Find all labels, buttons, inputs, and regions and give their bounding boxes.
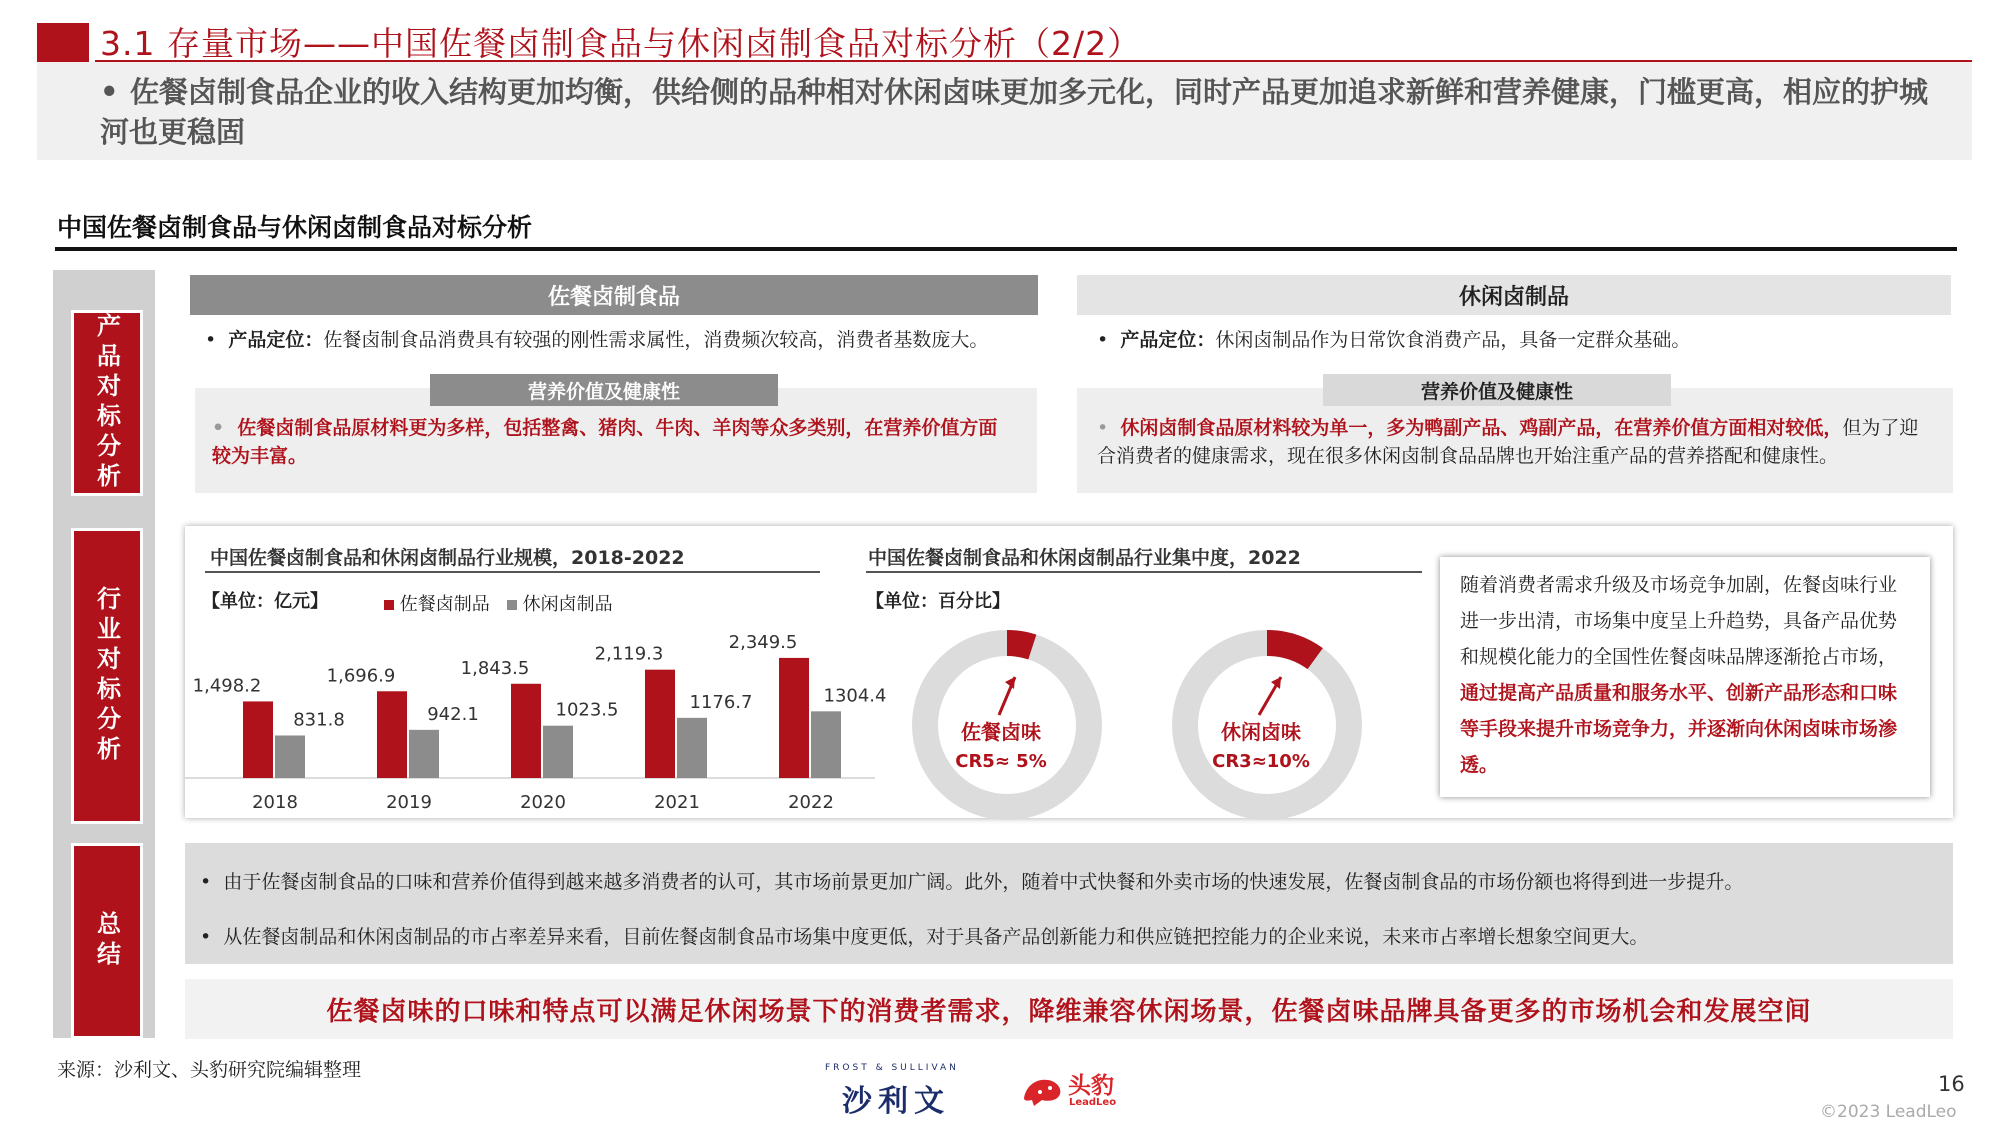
donut-label: 休闲卤味 <box>1221 720 1301 744</box>
bullet-dot: • <box>212 417 225 439</box>
bar-series-2-2018 <box>275 735 305 778</box>
product-positioning-right <box>1097 326 1937 354</box>
nutrition-tag-right: 营养价值及健康性 <box>1323 374 1671 406</box>
product-positioning-left <box>205 326 1015 354</box>
data-label: 1,696.9 <box>326 665 396 687</box>
page-number: 16 <box>1938 1072 1965 1096</box>
industry-note-text: 随着消费者需求升级及市场竞争加剧，佐餐卤味行业进一步出清，市场集中度呈上升趋势，具备产品优势和规模化能力的全国性佐餐卤味品牌逐渐抢占市场， <box>1460 574 1898 668</box>
nutrition-body: 佐餐卤制食品原材料更为多样，包括整禽、猪肉、牛肉、羊肉等众多类别，在营养价值方面较为丰富。 <box>212 417 998 467</box>
conclusion-text: 从佐餐卤制品和休闲卤制品的市占率差异来看，目前佐餐卤制食品市场集中度更低，对于具备产品创新能力和供应链把控能力的企业来说，未来市占率增长想象空间更大。 <box>223 926 1649 948</box>
source-note: 来源：沙利文、头豹研究院编辑整理 <box>57 1059 362 1081</box>
x-tick-label: 2022 <box>788 792 834 813</box>
bar-chart-unit: 【单位：亿元】 <box>202 591 328 612</box>
bar-chart-title: 中国佐餐卤制食品和休闲卤制品行业规模，2018-2022 <box>210 547 685 569</box>
copyright: ©2023 LeadLeo <box>1820 1102 1957 1122</box>
column-header-left: 佐餐卤制食品 <box>190 275 1038 315</box>
nutrition-tag-left: 营养价值及健康性 <box>430 374 778 406</box>
legend-label-series-2: 休闲卤制品 <box>522 594 613 615</box>
bullet-dot: • <box>200 926 212 948</box>
data-label: 942.1 <box>427 703 479 725</box>
bar-series-1-2022 <box>779 658 809 778</box>
leadleo-logo-cn: 头豹 <box>1068 1073 1114 1099</box>
frost-sullivan-logo: 沙利文 <box>842 1084 950 1119</box>
donut-chart <box>880 610 1420 818</box>
bar-series-2-2021 <box>677 718 707 778</box>
section-title: 中国佐餐卤制食品与休闲卤制食品对标分析 <box>57 213 533 242</box>
bar-series-2-2019 <box>409 730 439 778</box>
leadleo-leopard-icon <box>1020 1072 1064 1108</box>
donut-slice <box>1267 643 1315 659</box>
data-label: 1,498.2 <box>192 675 262 697</box>
side-label-industry: 行业对标分析 <box>71 528 143 824</box>
data-label: 1304.4 <box>823 685 887 707</box>
data-label: 1023.5 <box>555 699 619 721</box>
side-label-summary: 总结 <box>71 843 143 1039</box>
nutrition-text-left <box>212 414 1012 470</box>
industry-note-highlight: 通过提高产品质量和服务水平、创新产品形态和口味等手段来提升市场竞争力，并逐渐向休闲卤味市场渗透。 <box>1460 682 1898 776</box>
nutrition-red: 休闲卤制食品原材料较为单一，多为鸭副产品、鸡副产品，在营养价值方面相对较低， <box>1120 417 1843 439</box>
data-label: 2,349.5 <box>728 631 798 653</box>
frost-sullivan-small-logo: FROST & SULLIVAN <box>825 1063 959 1073</box>
data-label: 2,119.3 <box>594 643 664 665</box>
side-label-product: 产品对标分析 <box>71 310 143 496</box>
legend-swatch-series-1 <box>384 600 394 610</box>
donut-slice <box>1007 643 1032 647</box>
donut-metric: CR3≈10% <box>1212 751 1310 772</box>
legend-swatch-series-2 <box>507 600 517 610</box>
donut-metric: CR5≈ 5% <box>955 751 1047 772</box>
data-label: 831.8 <box>293 709 345 731</box>
column-header-right: 休闲卤制品 <box>1077 275 1951 315</box>
conclusion-banner: 佐餐卤味的口味和特点可以满足休闲场景下的消费者需求，降维兼容休闲场景，佐餐卤味品牌具备更多的市场机会和发展空间 <box>185 979 1953 1039</box>
donut-chart-unit: 【单位：百分比】 <box>866 591 1010 612</box>
bullet-dot: • <box>100 75 119 109</box>
legend-label-series-1: 佐餐卤制品 <box>399 594 490 615</box>
conclusion-item-2 <box>200 920 1940 954</box>
leadleo-logo-en: LeadLeo <box>1069 1097 1117 1108</box>
data-label: 1,843.5 <box>460 657 530 679</box>
bullet-label: 产品定位： <box>1120 329 1216 351</box>
section-rule <box>55 247 1957 251</box>
bar-series-1-2021 <box>645 670 675 778</box>
bar-series-2-2022 <box>811 711 841 778</box>
bar-series-1-2018 <box>243 701 273 778</box>
bar-chart <box>185 610 887 818</box>
bullet-label: 产品定位： <box>228 329 324 351</box>
bar-series-1-2019 <box>377 691 407 778</box>
conclusion-text: 由于佐餐卤制食品的口味和营养价值得到越来越多消费者的认可，其市场前景更加广阔。此外，随着中式快餐和外卖市场的快速发展，佐餐卤制食品的市场份额也将得到进一步提升。 <box>223 871 1744 893</box>
conclusion-item-1 <box>200 865 1940 899</box>
data-label: 1176.7 <box>689 691 753 713</box>
x-tick-label: 2021 <box>654 792 700 813</box>
donut-label: 佐餐卤味 <box>961 720 1041 744</box>
bar-series-2-2020 <box>543 726 573 778</box>
donut-chart-title: 中国佐餐卤制食品和休闲卤制品行业集中度，2022 <box>868 547 1301 569</box>
page-title: 3.1 存量市场——中国佐餐卤制食品与休闲卤制食品对标分析（2/2） <box>100 24 1142 63</box>
x-tick-label: 2019 <box>386 792 432 813</box>
bullet-dot: • <box>205 329 217 351</box>
bar-chart-title-rule <box>205 571 820 573</box>
bar-series-1-2020 <box>511 684 541 778</box>
nutrition-text-right <box>1097 414 1937 470</box>
bullet-dot: • <box>1097 329 1109 351</box>
summary-text <box>100 72 1940 152</box>
bullet-dot: • <box>200 871 212 893</box>
nutrition-rest: 但为了迎合消费者的健康需求，现在很多休闲卤制食品品牌也开始注重产品的营养搭配和健康性。 <box>1097 417 1919 467</box>
summary-body: 佐餐卤制食品企业的收入结构更加均衡，供给侧的品种相对休闲卤味更加多元化，同时产品更加追求新鲜和营养健康，门槛更高，相应的护城河也更稳固 <box>100 75 1929 149</box>
donut-chart-title-rule <box>866 571 1422 573</box>
bullet-body: 佐餐卤制食品消费具有较强的刚性需求属性，消费频次较高，消费者基数庞大。 <box>323 329 989 351</box>
x-tick-label: 2018 <box>252 792 298 813</box>
industry-note <box>1440 557 1930 797</box>
bullet-body: 休闲卤制品作为日常饮食消费产品，具备一定群众基础。 <box>1215 329 1691 351</box>
x-tick-label: 2020 <box>520 792 566 813</box>
bullet-dot: • <box>1097 417 1109 439</box>
